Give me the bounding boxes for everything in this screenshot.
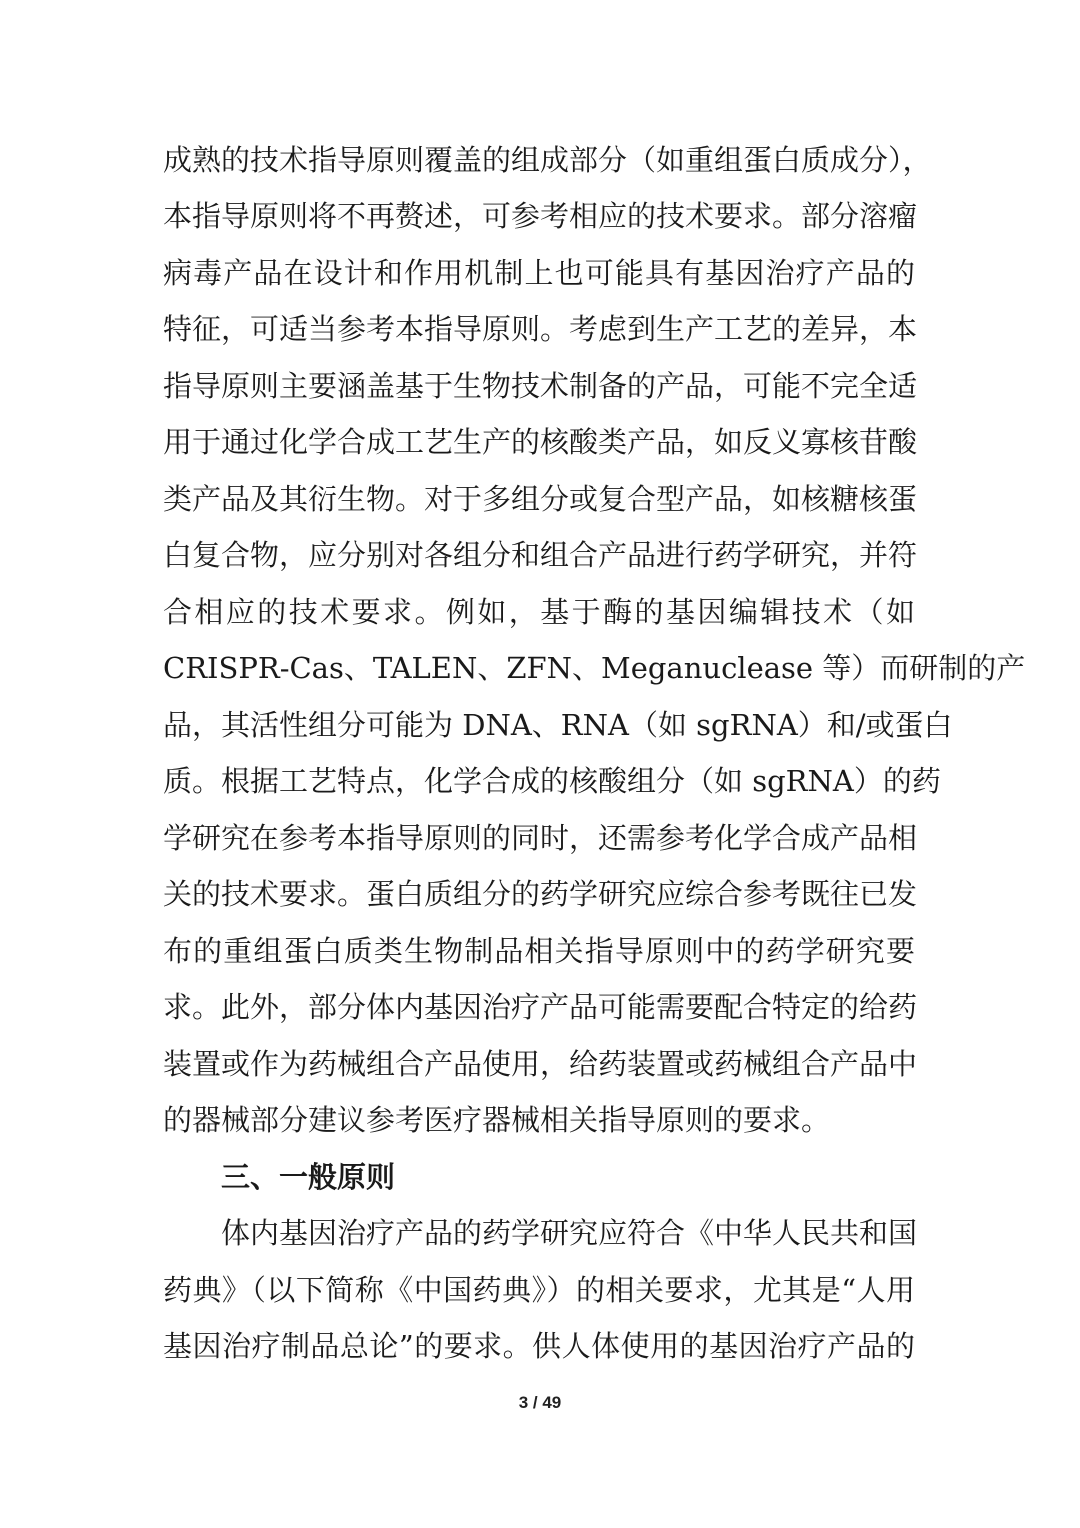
body-text-line: 合相应的技术要求。例如，基于酶的基因编辑技术（如	[163, 595, 915, 629]
body-text-line: 布的重组蛋白质类生物制品相关指导原则中的药学研究要	[163, 934, 915, 968]
body-text-line: 本指导原则将不再赘述，可参考相应的技术要求。部分溶瘤	[163, 199, 918, 233]
page-number: 3 / 49	[518, 1393, 562, 1412]
body-text-line: 病毒产品在设计和作用机制上也可能具有基因治疗产品的	[163, 256, 915, 290]
section-heading: 三、一般原则	[221, 1160, 396, 1194]
body-text-line: 求。此外，部分体内基因治疗产品可能需要配合特定的给药	[163, 990, 918, 1024]
body-text-line: 基因治疗制品总论”的要求。供人体使用的基因治疗产品的	[163, 1329, 915, 1363]
body-text-line: 关的技术要求。蛋白质组分的药学研究应综合参考既往已发	[163, 877, 918, 911]
body-text-line: 指导原则主要涵盖基于生物技术制备的产品，可能不完全适	[163, 369, 918, 403]
body-text-line: 装置或作为药械组合产品使用，给药装置或药械组合产品中	[163, 1047, 918, 1081]
body-text-line: 用于通过化学合成工艺生产的核酸类产品，如反义寡核苷酸	[163, 425, 918, 459]
body-text-line: CRISPR-Cas、TALEN、ZFN、Meganuclease 等）而研制的产	[163, 651, 1026, 685]
body-text-line: 特征，可适当参考本指导原则。考虑到生产工艺的差异，本	[163, 312, 918, 346]
body-text-line: 学研究在参考本指导原则的同时，还需参考化学合成产品相	[163, 821, 918, 855]
body-text-line: 品，其活性组分可能为 DNA、RNA（如 sgRNA）和/或蛋白	[163, 708, 953, 742]
body-text-line: 的器械部分建议参考医疗器械相关指导原则的要求。	[163, 1103, 831, 1137]
body-text-line: 类产品及其衍生物。对于多组分或复合型产品，如核糖核蛋	[163, 482, 918, 516]
body-text-line: 白复合物，应分别对各组分和组合产品进行药学研究，并符	[163, 538, 918, 572]
body-text-line: 成熟的技术指导原则覆盖的组成部分（如重组蛋白质成分），	[163, 143, 932, 177]
body-text-line: 体内基因治疗产品的药学研究应符合《中华人民共和国	[221, 1216, 918, 1250]
body-text-line: 质。根据工艺特点，化学合成的核酸组分（如 sgRNA）的药	[163, 764, 941, 798]
body-text-line: 药典》（以下简称《中国药典》）的相关要求，尤其是“人用	[163, 1273, 915, 1307]
